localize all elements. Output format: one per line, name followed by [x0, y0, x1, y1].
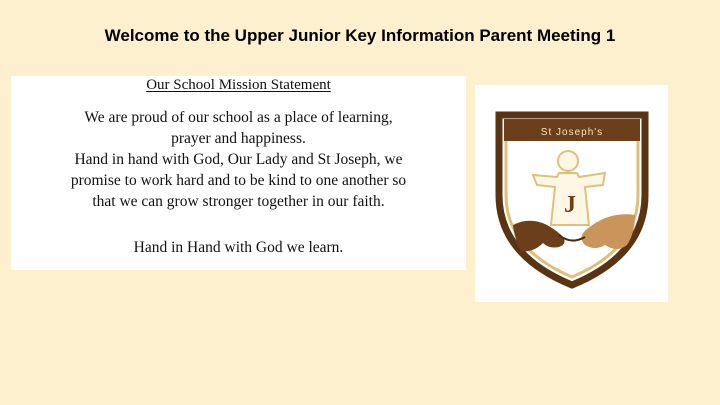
mission-motto: Hand in Hand with God we learn.: [133, 239, 344, 256]
mission-text: [11, 107, 466, 212]
school-logo-card: [475, 85, 668, 302]
school-crest-icon: [475, 85, 668, 302]
crest-letter: J: [564, 192, 576, 218]
mission-line: prayer and happiness.: [171, 130, 306, 147]
mission-statement-card: [11, 76, 466, 270]
mission-line: We are proud of our school as a place of learning,: [84, 109, 393, 126]
mission-line: that we can grow stronger together in our faith.: [92, 193, 385, 210]
mission-line: promise to work hard and to be kind to one another so: [70, 172, 407, 189]
page-title: Welcome to the Upper Junior Key Information Parent Meeting 1: [104, 26, 616, 45]
mission-heading: Our School Mission Statement: [146, 77, 331, 93]
crest-school-name: St Joseph's: [540, 127, 604, 138]
mission-line: Hand in hand with God, Our Lady and St Joseph, we: [74, 151, 403, 168]
